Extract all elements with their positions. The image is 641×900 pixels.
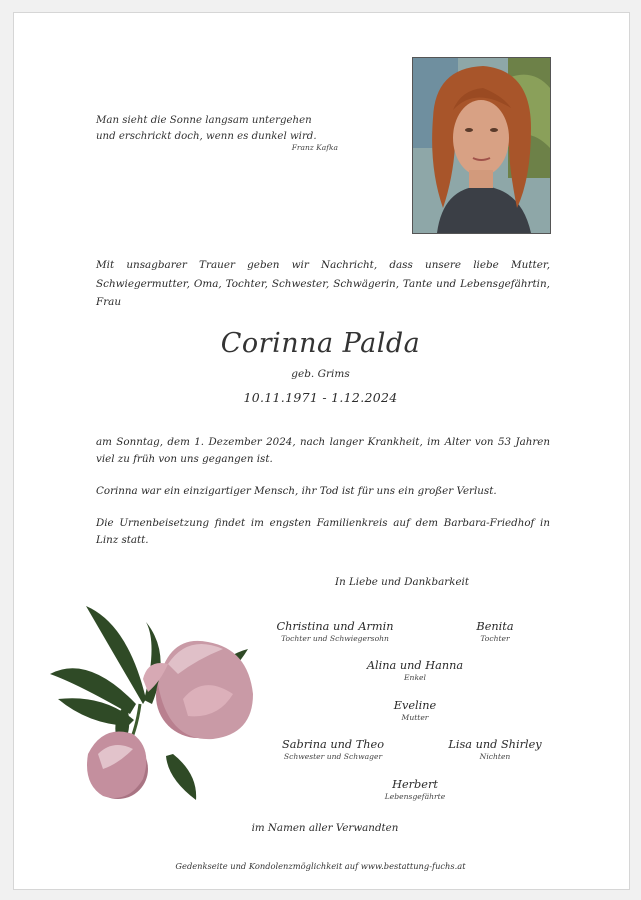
mourner-benita	[440, 620, 550, 644]
mourner-name: Herbert	[392, 778, 438, 791]
mourner-relation: Tochter	[480, 634, 510, 643]
burial-paragraph: Die Urnenbeisetzung findet im engsten Familienkreis auf dem Barbara-Friedhof in Linz statt.	[96, 517, 550, 546]
peony-flowers-image	[48, 604, 260, 814]
mourner-relation: Enkel	[404, 673, 426, 682]
deceased-name: Corinna Palda	[220, 328, 421, 359]
life-dates: 10.11.1971 - 1.12.2024	[243, 390, 398, 405]
tribute-paragraph: Corinna war ein einzigartiger Mensch, ihr Tod ist für uns ein großer Verlust.	[96, 485, 497, 497]
relatives-note: im Namen aller Verwandten	[251, 822, 399, 834]
quote-line-2: und erschrickt doch, wenn es dunkel wird.	[96, 131, 317, 142]
mourner-relation: Schwester und Schwager	[283, 752, 383, 761]
portrait-photo	[412, 57, 551, 234]
death-notice-paragraph: am Sonntag, dem 1. Dezember 2024, nach langer Krankheit, im Alter von 53 Jahren viel zu früh von uns gegangen ist.	[96, 436, 550, 465]
mourner-name: Eveline	[393, 699, 437, 712]
mourner-lisa-shirley	[425, 738, 565, 762]
closing-phrase: In Liebe und Dankbarkeit	[335, 576, 469, 588]
mourner-relation: Lebensgefährte	[384, 792, 446, 801]
mourner-name: Sabrina und Theo	[282, 738, 384, 751]
mourner-relation: Mutter	[401, 713, 429, 722]
mourner-name: Christina und Armin	[276, 620, 394, 633]
mourner-relation: Nichten	[479, 752, 511, 761]
mourner-alina-hanna	[330, 659, 500, 683]
mourner-eveline	[340, 699, 490, 723]
announcement-intro: Mit unsagbarer Trauer geben wir Nachricht, dass unsere liebe Mutter, Schwiegermutter, Oma, Tochter, Schwester, Schwägerin, Tante und Lebensgefährtin, Frau	[96, 259, 550, 308]
mourner-herbert	[345, 778, 485, 802]
mourner-name: Alina und Hanna	[366, 659, 464, 672]
mourner-name: Benita	[476, 620, 514, 633]
quote	[96, 113, 376, 145]
mourner-sabrina-theo	[258, 738, 408, 762]
maiden-name: geb. Grims	[291, 368, 350, 380]
quote-author: Franz Kafka	[291, 143, 338, 152]
mourner-christina-armin	[247, 620, 423, 644]
quote-line-1: Man sieht die Sonne langsam untergehen	[96, 115, 312, 126]
footer-memorial-link: Gedenkseite und Kondolenzmöglichkeit auf www.bestattung-fuchs.at	[175, 861, 466, 871]
mourner-name: Lisa und Shirley	[448, 738, 542, 751]
mourner-relation: Tochter und Schwiegersohn	[281, 634, 389, 643]
